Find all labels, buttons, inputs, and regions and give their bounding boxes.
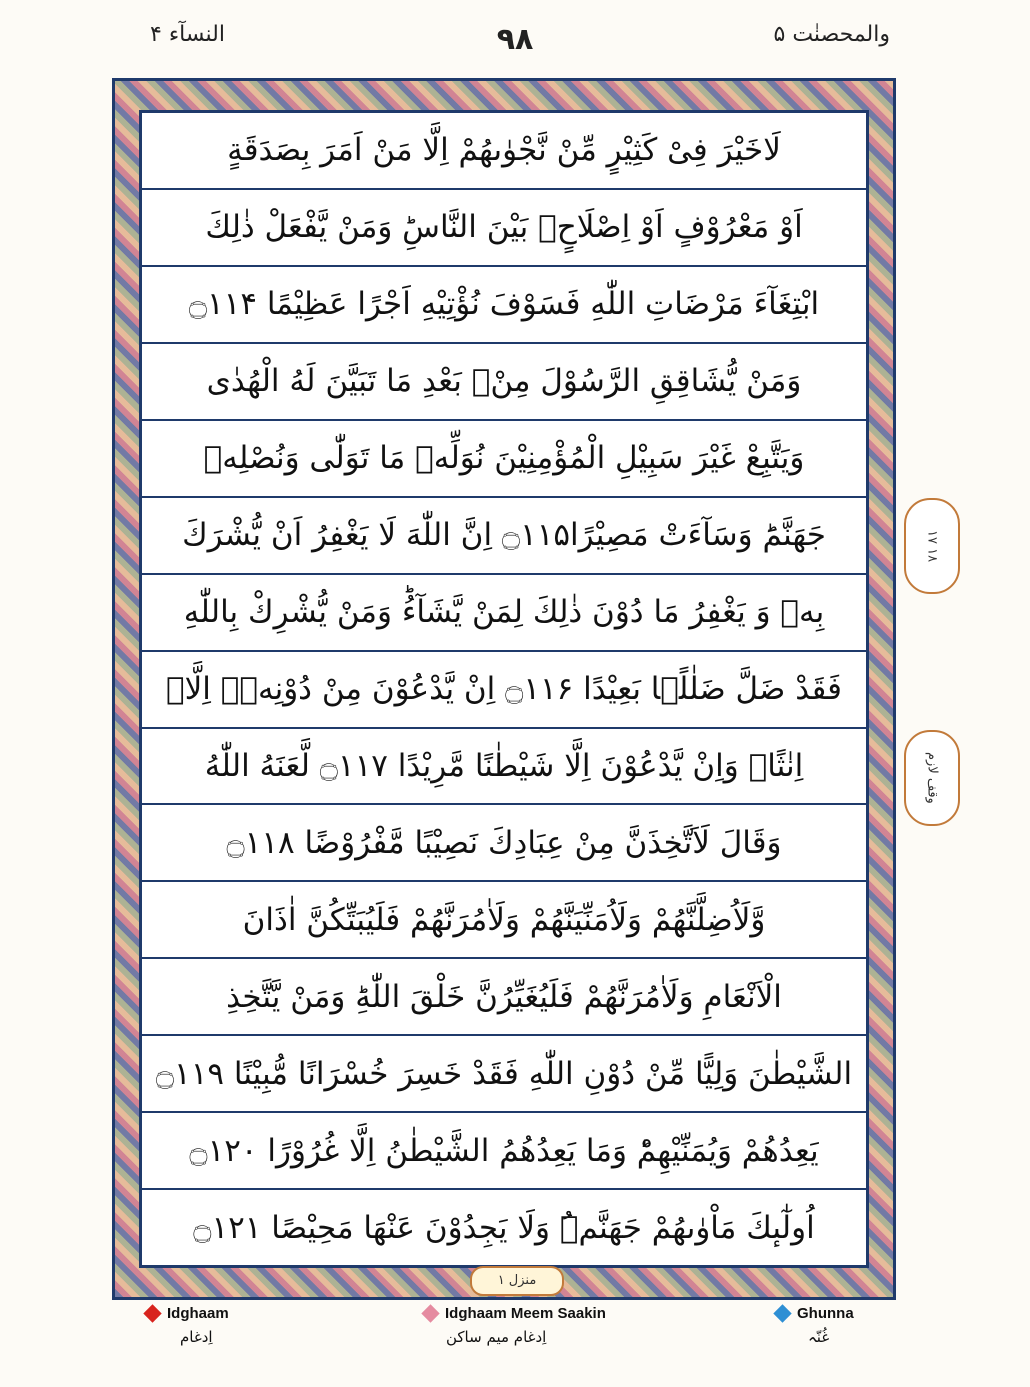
legend-idghaam-meem-saakin (424, 1305, 606, 1375)
verse-line: بِهٖ وَ یَغْفِرُ مَا دُوْنَ ذٰلِكَ لِمَنْ یَّشَآءُؕ وَمَنْ یُّشْرِكْ بِاللّٰهِ (142, 575, 866, 652)
verse-line: وَّلَاُضِلَّنَّهُمْ وَلَاُمَنِّیَنَّهُمْ وَلَاٰمُرَنَّهُمْ فَلَیُبَتِّكُنَّ اٰذَانَ (142, 882, 866, 959)
verse-line: الْاَنْعَامِ وَلَاٰمُرَنَّهُمْ فَلَیُغَیِّرُنَّ خَلْقَ اللّٰهِؕ وَمَنْ یَّتَّخِذِ (142, 959, 866, 1036)
page-number: ۹۸ (496, 22, 534, 57)
verse-line: اِنٰثًاۚ وَاِنْ یَّدْعُوْنَ اِلَّا شَیْطٰنًا مَّرِیْدًا ۝۱۱۷ لَّعَنَهُ اللّٰهُ (142, 729, 866, 806)
verse-line: وَمَنْ یُّشَاقِقِ الرَّسُوْلَ مِنْۢ بَعْدِ مَا تَبَیَّنَ لَهُ الْهُدٰى (142, 344, 866, 421)
surah-name: النسآء ۴ (150, 22, 225, 47)
text-frame (139, 110, 869, 1268)
verse-line: لَاخَيْرَ فِیْ كَثِیْرٍ مِّنْ نَّجْوٰىهُمْ اِلَّا مَنْ اَمَرَ بِصَدَقَةٍ (142, 113, 866, 190)
verse-line: جَهَنَّمَؕ وَسَآءَتْ مَصِیْرًا۝۱۱۵ اِنَّ اللّٰهَ لَا یَغْفِرُ اَنْ یُّشْرَكَ (142, 498, 866, 575)
verse-line: الشَّیْطٰنَ وَلِیًّا مِّنْ دُوْنِ اللّٰهِ فَقَدْ خَسِرَ خُسْرَانًا مُّبِیْنًا ۝۱۱۹ (142, 1036, 866, 1113)
verse-line: وَقَالَ لَاَتَّخِذَنَّ مِنْ عِبَادِكَ نَصِیْبًا مَّفْرُوْضًا ۝۱۱۸ (142, 805, 866, 882)
legend-label-en: Idghaam (167, 1305, 229, 1322)
verse-line: اُولٰٓىٕكَ مَاْوٰىهُمْ جَهَنَّمُ٘ وَلَا یَجِدُوْنَ عَنْهَا مَحِیْصًا ۝۱۲۱ (193, 1209, 815, 1246)
pink-diamond-icon (421, 1304, 439, 1322)
legend-label-ar: غُنّہ (808, 1328, 830, 1346)
juz-name: والمحصنٰت ۵ (773, 22, 890, 47)
ruku-marker: ۱۷ ۱۸ (904, 498, 960, 594)
manzil-marker: منزل ۱ (470, 1266, 564, 1296)
legend-idghaam (146, 1305, 229, 1375)
verse-line: یَعِدُهُمْ وَیُمَنِّیْهِمْؕ وَمَا یَعِدُهُمُ الشَّیْطٰنُ اِلَّا غُرُوْرًا ۝۱۲۰ (142, 1113, 866, 1190)
legend-label-ar: اِدغام (180, 1328, 213, 1346)
blue-diamond-icon (773, 1304, 791, 1322)
verse-line: ابْتِغَآءَ مَرْضَاتِ اللّٰهِ فَسَوْفَ نُؤْتِیْهِ اَجْرًا عَظِیْمًا ۝۱۱۴ (142, 267, 866, 344)
verse-line: فَقَدْ ضَلَّ ضَلٰلًۢا بَعِیْدًا ۝۱۱۶ اِنْ یَّدْعُوْنَ مِنْ دُوْنِهٖۤ اِلَّاۤ (142, 652, 866, 729)
red-diamond-icon (143, 1304, 161, 1322)
verse-line: اَوْ مَعْرُوْفٍ اَوْ اِصْلَاحٍۭ بَیْنَ النَّاسِؕ وَمَنْ یَّفْعَلْ ذٰلِكَ (142, 190, 866, 267)
legend-label-ar: اِدغام میم ساکن (446, 1328, 547, 1346)
legend-label-en: Idghaam Meem Saakin (445, 1305, 606, 1322)
legend-label-en: Ghunna (797, 1305, 854, 1322)
waqf-lazim-marker: وقف لازم (904, 730, 960, 826)
legend-ghunna (776, 1305, 854, 1375)
verse-text-area (142, 113, 866, 1265)
verse-line: وَیَتَّبِعْ غَیْرَ سَبِیْلِ الْمُؤْمِنِیْنَ نُوَلِّهٖ مَا تَوَلّٰى وَنُصْلِهٖ (142, 421, 866, 498)
